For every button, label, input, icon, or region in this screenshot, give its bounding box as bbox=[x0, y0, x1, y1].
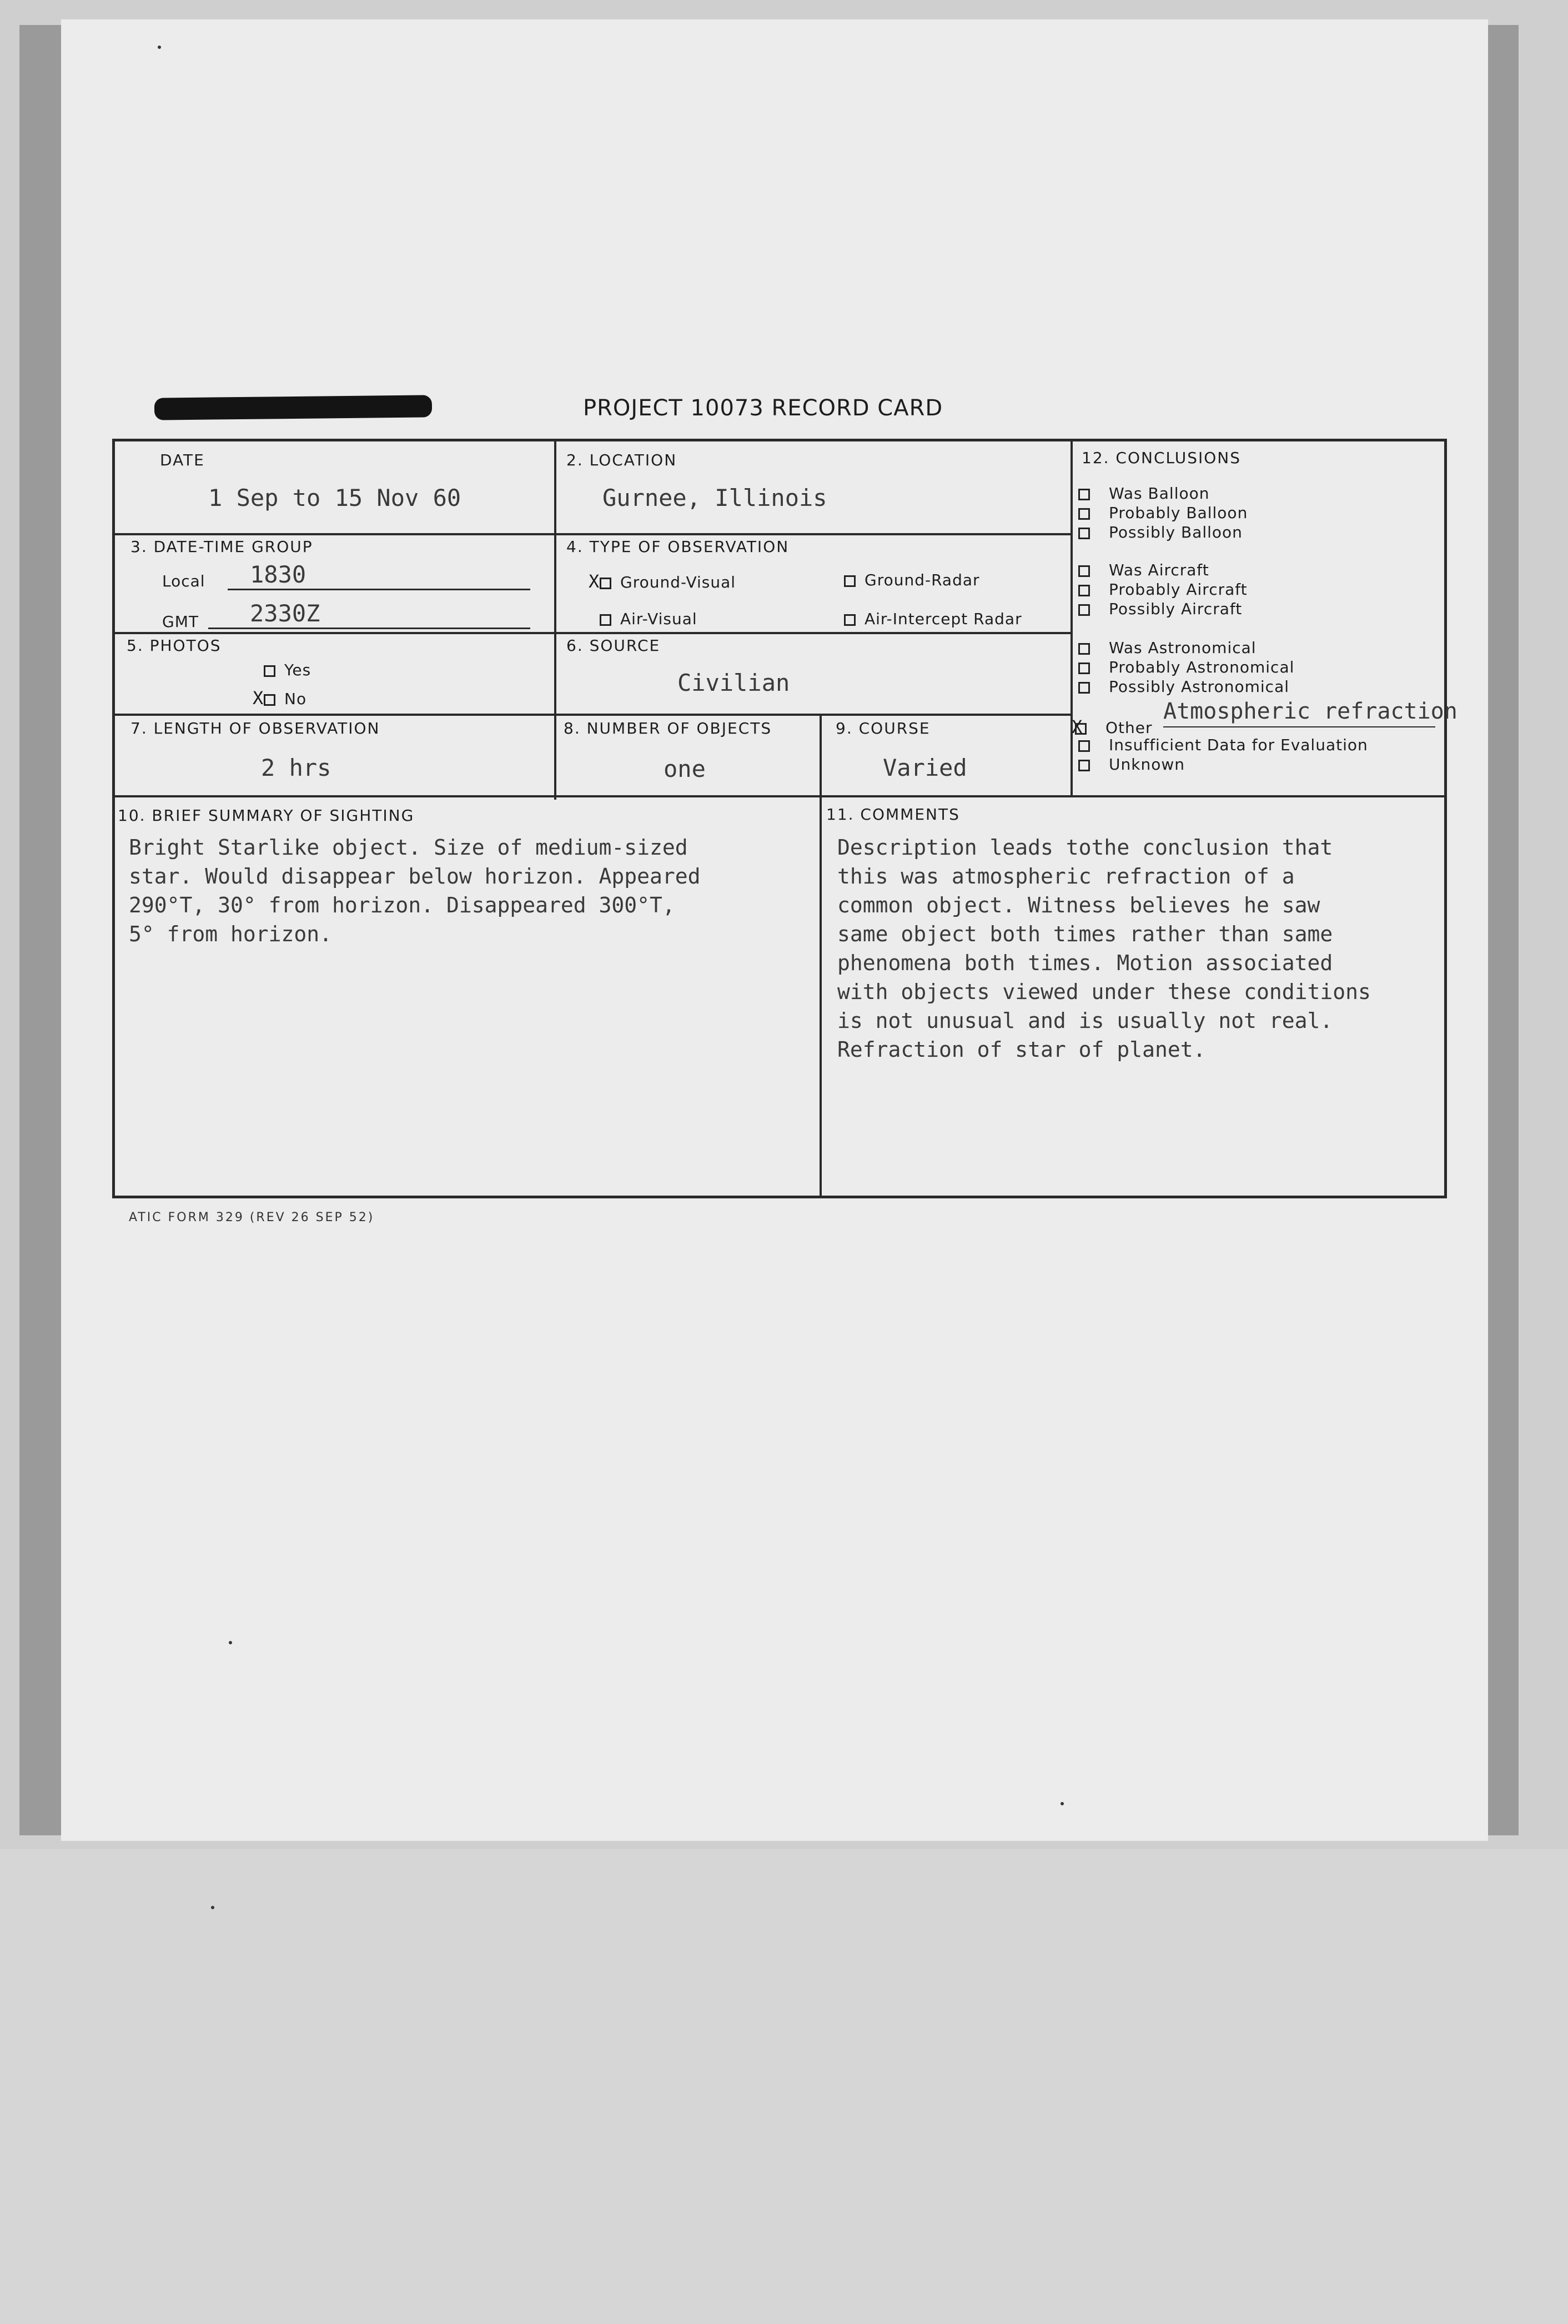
photos-label: 5. PHOTOS bbox=[127, 636, 222, 655]
gmt-label: GMT bbox=[162, 613, 199, 631]
checkbox-icon bbox=[600, 614, 611, 626]
local-label: Local bbox=[162, 572, 205, 590]
gmt-value: 2330Z bbox=[250, 600, 320, 627]
comments-text: Description leads tothe conclusion that this was atmospheric refraction of a common object. Witness believes he saw same object both times rather than same phenomena both times. Motion associated with objects viewed under these conditions is not unusual and is usually not real. Refraction of star of planet. bbox=[837, 835, 1371, 1062]
photos-yes-option bbox=[264, 661, 311, 679]
divider bbox=[820, 714, 822, 797]
summary-label: 10. BRIEF SUMMARY OF SIGHTING bbox=[118, 806, 415, 825]
photos-no-option bbox=[253, 687, 306, 709]
summary-text: Bright Starlike object. Size of medium-sized star. Would disappear below horizon. Appeared 290°T, 30° from horizon. Disappeared 300°T, 5° from horizon. bbox=[129, 835, 701, 946]
divider bbox=[113, 714, 1072, 716]
scan-speck bbox=[211, 1906, 214, 1909]
checkbox-icon bbox=[1078, 740, 1090, 752]
checkbox-icon bbox=[1078, 643, 1090, 655]
divider bbox=[113, 795, 1446, 797]
ground-visual-option bbox=[589, 571, 736, 592]
checkbox-icon bbox=[1078, 508, 1090, 520]
conclusion-was-astronomical: Was Astronomical bbox=[1078, 639, 1257, 657]
ground-visual-label: Ground-Visual bbox=[620, 573, 736, 591]
conclusion-probably-balloon: Probably Balloon bbox=[1078, 504, 1248, 522]
card-title: PROJECT 10073 RECORD CARD bbox=[583, 395, 943, 421]
num-objects-value: one bbox=[664, 755, 706, 782]
dtg-label: 3. DATE-TIME GROUP bbox=[130, 538, 313, 556]
redaction-bar bbox=[154, 395, 432, 420]
air-intercept-label: Air-Intercept Radar bbox=[865, 610, 1022, 628]
conclusion-probably-aircraft: Probably Aircraft bbox=[1078, 580, 1248, 599]
conclusion-possibly-balloon: Possibly Balloon bbox=[1078, 523, 1243, 541]
checkbox-icon bbox=[1078, 760, 1090, 771]
conclusions-label: 12. CONCLUSIONS bbox=[1082, 449, 1242, 467]
conclusion-possibly-aircraft: Possibly Aircraft bbox=[1078, 600, 1242, 618]
length-value: 2 hrs bbox=[261, 754, 331, 781]
ground-radar-option bbox=[844, 571, 980, 589]
divider bbox=[113, 533, 1072, 535]
source-label: 6. SOURCE bbox=[566, 636, 661, 655]
divider bbox=[1071, 440, 1073, 795]
check-mark: X bbox=[589, 571, 600, 592]
checkbox-icon bbox=[600, 578, 611, 589]
form-identifier: ATIC FORM 329 (REV 26 SEP 52) bbox=[129, 1211, 375, 1224]
air-intercept-option bbox=[844, 610, 1022, 628]
checkbox-icon bbox=[264, 665, 275, 677]
conclusion-other-value: Atmospheric refraction bbox=[1163, 699, 1458, 724]
conclusion-was-balloon: Was Balloon bbox=[1078, 484, 1209, 503]
checkbox-icon bbox=[1078, 682, 1090, 694]
check-mark: X bbox=[1072, 716, 1083, 737]
air-visual-label: Air-Visual bbox=[620, 610, 697, 628]
divider bbox=[820, 797, 822, 1197]
location-label: 2. LOCATION bbox=[566, 451, 677, 469]
conclusion-possibly-astronomical: Possibly Astronomical bbox=[1078, 677, 1289, 696]
local-underline bbox=[228, 589, 530, 590]
course-label: 9. COURSE bbox=[836, 719, 931, 737]
scan-speck bbox=[229, 1641, 232, 1644]
photos-no-label: No bbox=[284, 690, 307, 708]
scan-background bbox=[0, 1849, 1568, 2324]
ground-radar-label: Ground-Radar bbox=[865, 571, 980, 589]
checkbox-icon bbox=[1078, 585, 1090, 596]
conclusion-probably-astronomical: Probably Astronomical bbox=[1078, 658, 1294, 676]
conclusion-was-aircraft: Was Aircraft bbox=[1078, 561, 1209, 579]
photos-yes-label: Yes bbox=[284, 661, 311, 679]
comments-label: 11. COMMENTS bbox=[826, 805, 960, 824]
source-value: Civilian bbox=[677, 669, 790, 696]
conclusion-other: X Other bbox=[1072, 716, 1153, 737]
num-objects-label: 8. NUMBER OF OBJECTS bbox=[564, 719, 772, 737]
conclusion-insufficient: Insufficient Data for Evaluation bbox=[1078, 736, 1368, 754]
air-visual-option bbox=[600, 610, 697, 628]
checkbox-icon bbox=[1078, 662, 1090, 674]
other-underline bbox=[1163, 726, 1435, 727]
length-label: 7. LENGTH OF OBSERVATION bbox=[130, 719, 380, 737]
gmt-underline bbox=[208, 628, 530, 629]
local-value: 1830 bbox=[250, 561, 306, 588]
checkbox-icon bbox=[264, 694, 275, 706]
check-mark: X bbox=[253, 687, 264, 709]
checkbox-icon bbox=[1078, 604, 1090, 616]
observation-type-label: 4. TYPE OF OBSERVATION bbox=[566, 538, 790, 556]
checkbox-icon bbox=[844, 614, 856, 626]
scan-speck bbox=[158, 46, 161, 49]
location-value: Gurnee, Illinois bbox=[602, 484, 827, 511]
checkbox-icon bbox=[1078, 489, 1090, 500]
checkbox-icon bbox=[1078, 528, 1090, 539]
date-value: 1 Sep to 15 Nov 60 bbox=[208, 484, 461, 511]
checkbox-icon bbox=[1075, 723, 1087, 735]
checkbox-icon bbox=[1078, 565, 1090, 577]
date-label: DATE bbox=[160, 451, 205, 469]
divider bbox=[554, 440, 556, 800]
divider bbox=[113, 632, 1072, 634]
scan-speck bbox=[1061, 1802, 1064, 1805]
conclusion-unknown: Unknown bbox=[1078, 755, 1185, 774]
checkbox-icon bbox=[844, 575, 856, 587]
course-value: Varied bbox=[883, 754, 967, 781]
